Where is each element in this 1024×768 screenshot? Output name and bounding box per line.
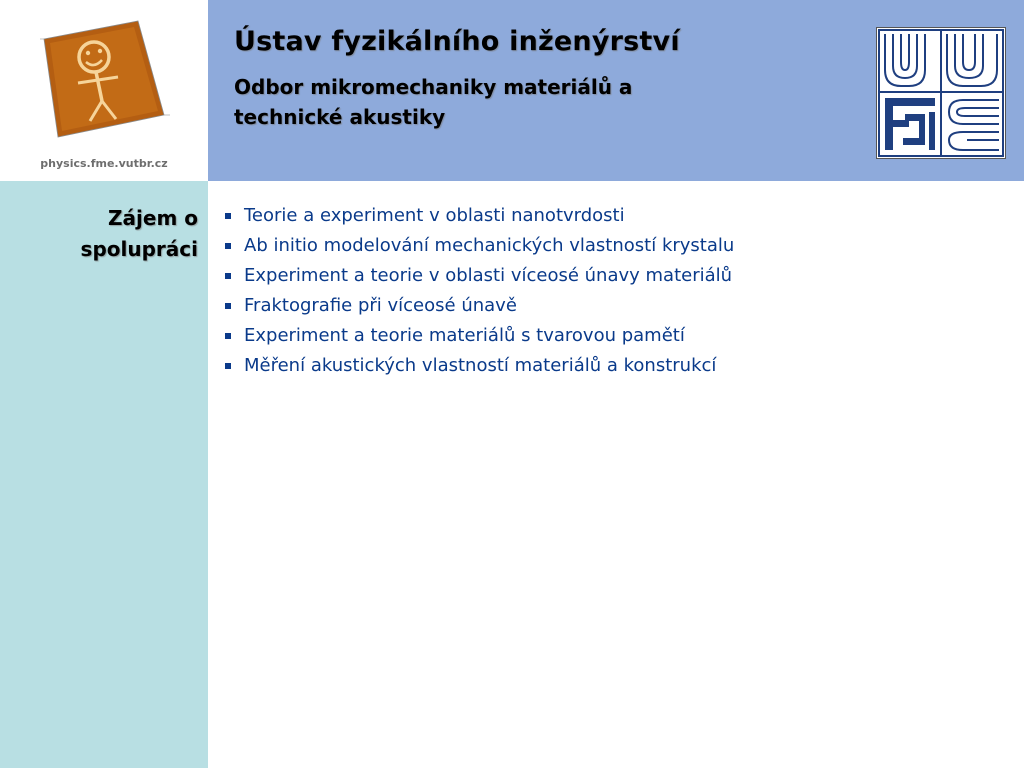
list-item — [224, 324, 734, 354]
list-item-text: Měření akustických vlastností materiálů a konstrukcí — [244, 355, 717, 376]
list-item — [224, 204, 734, 234]
list-item — [224, 354, 734, 384]
square-bullet-icon — [225, 333, 231, 339]
topic-list — [224, 204, 734, 384]
square-bullet-icon — [225, 243, 231, 249]
sidebar — [0, 181, 208, 768]
list-item-text: Experiment a teorie materiálů s tvarovou pamětí — [244, 325, 685, 346]
square-bullet-icon — [225, 213, 231, 219]
page-title: Ústav fyzikálního inženýrství — [234, 26, 680, 57]
list-item — [224, 234, 734, 264]
page-subtitle — [234, 72, 754, 132]
section-heading-line-1: Zájem o — [108, 206, 198, 230]
section-heading — [81, 203, 198, 265]
list-item — [224, 294, 734, 324]
list-item-text: Fraktografie při víceosé únavě — [244, 295, 517, 316]
subtitle-line-2: technické akustiky — [234, 105, 446, 129]
square-bullet-icon — [225, 273, 231, 279]
square-bullet-icon — [225, 363, 231, 369]
square-bullet-icon — [225, 303, 231, 309]
site-url[interactable]: physics.fme.vutbr.cz — [40, 157, 168, 170]
afm-smiley-image — [26, 15, 186, 143]
list-item-text: Teorie a experiment v oblasti nanotvrdosti — [244, 205, 625, 226]
subtitle-line-1: Odbor mikromechaniky materiálů a — [234, 75, 633, 99]
list-item — [224, 264, 734, 294]
top-left-panel — [0, 0, 208, 181]
section-heading-line-2: spolupráci — [80, 237, 198, 261]
header — [208, 0, 1024, 181]
list-item-text: Ab initio modelování mechanických vlastností krystalu — [244, 235, 735, 256]
list-item-text: Experiment a teorie v oblasti víceosé únavy materiálů — [244, 265, 733, 286]
content-area — [208, 181, 1024, 768]
fsi-vut-logo — [876, 27, 1006, 159]
